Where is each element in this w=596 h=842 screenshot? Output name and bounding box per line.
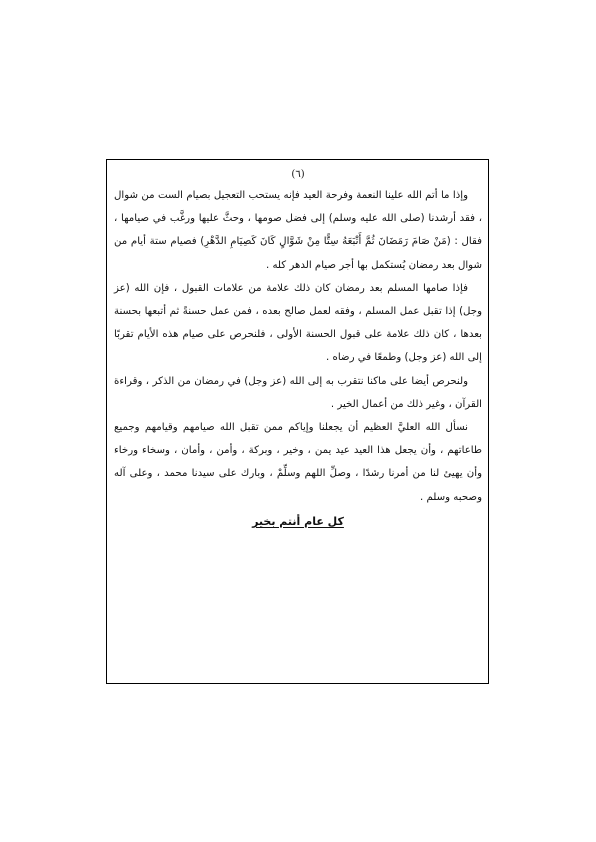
paragraph-4: نسأل الله العليَّ العظيم أن يجعلنا وإياكم ممن تقبل الله صيامهم وقيامهم وجميع طاعاتهم ، وأن يجعل هذا العيد عيد يمن ، وخير ، وبركة ، وأمن ، وأمان ، وسخاء ورخاء وأن يهيئ لنا من أمرنا رشدًا ، وصلِّ اللهم وسلِّمْ ، وبارك على سيدنا محمد ، وعلى آله وصحبه وسلم .: [114, 422, 482, 503]
paragraph-3: ولنحرص أيضا على ماكنا نتقرب به إلى الله (عز وجل) في رمضان من الذكر ، وقراءة القرآن ، وغير ذلك من أعمال الخير .: [114, 375, 482, 410]
page-number: (٦): [291, 169, 305, 180]
paragraph-1: وإذا ما أتم الله علينا النعمة وفرحة العيد فإنه يستحب التعجيل بصيام الست من شوال ، فقد أرشدنا (صلى الله عليه وسلم) إلى فضل صومها ، وحثَّ عليها ورغَّب في صيامها ، فقال : (مَنْ صَامَ رَمَضَانَ ثُمَّ أَتْبَعَهُ سِتًّا مِنْ شَوَّالٍ كَانَ كَصِيَامِ الدَّهْرِ) فصيام ستة أيام من شوال بعد رمضان يُستكمل بها أجر صيام الدهر كله .: [114, 190, 482, 271]
document-body: [114, 166, 482, 533]
closing-greeting: كل عام أنتم بخير: [252, 514, 344, 528]
paragraph-2: فإذا صامها المسلم بعد رمضان كان ذلك علامة من علامات القبول ، فإن الله (عز وجل) إذا تقبل عمل المسلم ، وفقه لعمل صالح بعده ، فمن عمل حسنةً ثم أتبعها بحسنة بعدها ، كان ذلك علامة على قبول الحسنة الأولى ، فلنحرص على صيام هذه الأيام تقربًا إلى الله (عز وجل) وطمعًا في رضاه .: [114, 282, 482, 364]
